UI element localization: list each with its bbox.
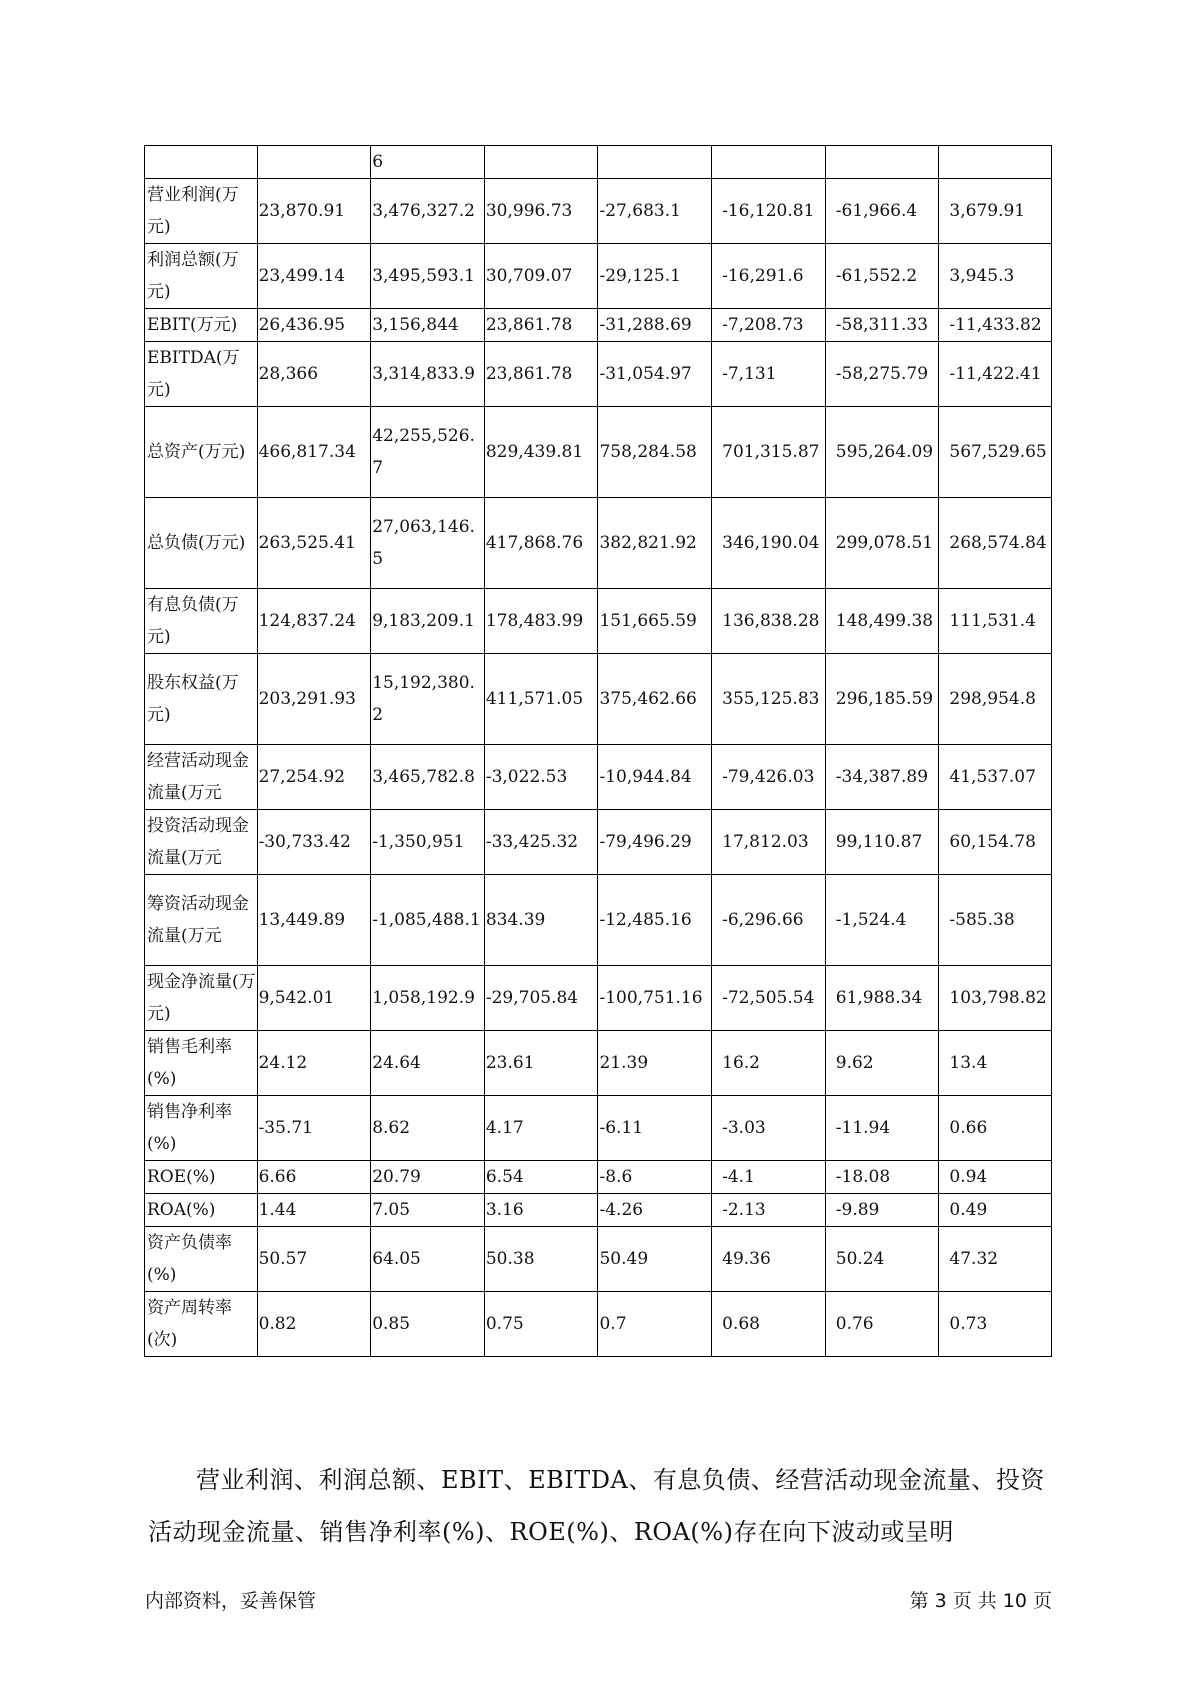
- table-cell: 24.12: [257, 1031, 371, 1096]
- table-cell: 0.73: [939, 1292, 1052, 1357]
- table-cell: 23,870.91: [257, 179, 371, 244]
- table-cell: 9,183,209.1: [371, 589, 485, 654]
- table-cell: 0.94: [939, 1161, 1052, 1194]
- table-cell: 61,988.34: [825, 966, 939, 1031]
- row-label: 现金净流量(万元): [145, 966, 258, 1031]
- table-cell: 136,838.28: [712, 589, 826, 654]
- table-cell: 17,812.03: [712, 810, 826, 875]
- table-cell: 701,315.87: [712, 407, 826, 498]
- table-cell: 50.24: [825, 1227, 939, 1292]
- table-cell: 299,078.51: [825, 498, 939, 589]
- table-cell: 3.16: [484, 1194, 598, 1227]
- table-cell: -4.1: [712, 1161, 826, 1194]
- table-row: [145, 146, 1052, 179]
- row-label: 销售毛利率(%): [145, 1031, 258, 1096]
- table-cell: 3,156,844: [371, 309, 485, 342]
- table-cell: 23.61: [484, 1031, 598, 1096]
- table-cell: 411,571.05: [484, 654, 598, 745]
- table-cell: 124,837.24: [257, 589, 371, 654]
- table-cell: 567,529.65: [939, 407, 1052, 498]
- table-row: [145, 309, 1052, 342]
- table-cell: -585.38: [939, 875, 1052, 966]
- table-cell: 3,465,782.8: [371, 745, 485, 810]
- table-cell: -58,275.79: [825, 342, 939, 407]
- row-label: 资产周转率(次): [145, 1292, 258, 1357]
- table-cell: -7,208.73: [712, 309, 826, 342]
- footer-page-number: 第 3 页 共 10 页: [909, 1590, 1052, 1612]
- table-cell: 15,192,380.2: [371, 654, 485, 745]
- table-row: [145, 1292, 1052, 1357]
- table-row: [145, 407, 1052, 498]
- table-cell: -18.08: [825, 1161, 939, 1194]
- table-cell: 1.44: [257, 1194, 371, 1227]
- table-cell: -30,733.42: [257, 810, 371, 875]
- table-cell: -10,944.84: [598, 745, 712, 810]
- table-cell: 50.38: [484, 1227, 598, 1292]
- table-cell: 27,254.92: [257, 745, 371, 810]
- row-label: EBIT(万元): [145, 309, 258, 342]
- table-cell: 0.68: [712, 1292, 826, 1357]
- row-label: 销售净利率(%): [145, 1096, 258, 1161]
- table-cell: 13,449.89: [257, 875, 371, 966]
- table-cell: -12,485.16: [598, 875, 712, 966]
- table-cell: 23,861.78: [484, 309, 598, 342]
- table-cell: 9,542.01: [257, 966, 371, 1031]
- table-cell: -61,966.4: [825, 179, 939, 244]
- row-label: EBITDA(万元): [145, 342, 258, 407]
- table-cell: 21.39: [598, 1031, 712, 1096]
- table-cell: 60,154.78: [939, 810, 1052, 875]
- table-cell: -11.94: [825, 1096, 939, 1161]
- table-cell: 99,110.87: [825, 810, 939, 875]
- table-cell: 6: [371, 146, 485, 179]
- table-cell: -16,120.81: [712, 179, 826, 244]
- table-cell: [598, 146, 712, 179]
- table-cell: -9.89: [825, 1194, 939, 1227]
- table-cell: 50.57: [257, 1227, 371, 1292]
- table-cell: -8.6: [598, 1161, 712, 1194]
- table-row: [145, 179, 1052, 244]
- row-label: 投资活动现金流量(万元: [145, 810, 258, 875]
- table-row: [145, 342, 1052, 407]
- table-cell: 6.66: [257, 1161, 371, 1194]
- table-row: [145, 745, 1052, 810]
- table-cell: -29,705.84: [484, 966, 598, 1031]
- table-cell: 263,525.41: [257, 498, 371, 589]
- table-cell: 23,861.78: [484, 342, 598, 407]
- table-cell: -7,131: [712, 342, 826, 407]
- table-cell: 28,366: [257, 342, 371, 407]
- row-label: ROA(%): [145, 1194, 258, 1227]
- table-cell: 41,537.07: [939, 745, 1052, 810]
- row-label: [145, 146, 258, 179]
- table-cell: 7.05: [371, 1194, 485, 1227]
- financial-metrics-table: [144, 145, 1052, 1357]
- body-paragraph: 营业利润、利润总额、EBIT、EBITDA、有息负债、经营活动现金流量、投资活动现金流量、销售净利率(%)、ROE(%)、ROA(%)存在向下波动或呈明: [148, 1466, 1045, 1546]
- table-row: [145, 810, 1052, 875]
- table-cell: -31,054.97: [598, 342, 712, 407]
- table-cell: [257, 146, 371, 179]
- table-cell: 3,495,593.1: [371, 244, 485, 309]
- table-cell: -16,291.6: [712, 244, 826, 309]
- table-cell: -3.03: [712, 1096, 826, 1161]
- table-cell: -58,311.33: [825, 309, 939, 342]
- table-cell: [939, 146, 1052, 179]
- table-cell: 13.4: [939, 1031, 1052, 1096]
- table-cell: -29,125.1: [598, 244, 712, 309]
- table-cell: 1,058,192.9: [371, 966, 485, 1031]
- table-row: [145, 966, 1052, 1031]
- table-cell: -1,524.4: [825, 875, 939, 966]
- table-cell: 6.54: [484, 1161, 598, 1194]
- table-cell: 203,291.93: [257, 654, 371, 745]
- table-cell: 346,190.04: [712, 498, 826, 589]
- table-cell: 178,483.99: [484, 589, 598, 654]
- table-cell: 417,868.76: [484, 498, 598, 589]
- table-cell: 26,436.95: [257, 309, 371, 342]
- table-row: [145, 498, 1052, 589]
- table-cell: 47.32: [939, 1227, 1052, 1292]
- table-cell: 3,679.91: [939, 179, 1052, 244]
- table-cell: 42,255,526.7: [371, 407, 485, 498]
- table-cell: [484, 146, 598, 179]
- table-cell: -1,085,488.1: [371, 875, 485, 966]
- table-cell: 20.79: [371, 1161, 485, 1194]
- table-cell: 111,531.4: [939, 589, 1052, 654]
- table-row: [145, 1227, 1052, 1292]
- row-label: 筹资活动现金流量(万元: [145, 875, 258, 966]
- table-cell: -6.11: [598, 1096, 712, 1161]
- table-cell: 3,945.3: [939, 244, 1052, 309]
- row-label: 总负债(万元): [145, 498, 258, 589]
- table-cell: 355,125.83: [712, 654, 826, 745]
- table-cell: 24.64: [371, 1031, 485, 1096]
- table-row: [145, 589, 1052, 654]
- table-cell: 382,821.92: [598, 498, 712, 589]
- table-cell: -2.13: [712, 1194, 826, 1227]
- table-cell: 3,314,833.9: [371, 342, 485, 407]
- table-cell: 9.62: [825, 1031, 939, 1096]
- table-cell: 375,462.66: [598, 654, 712, 745]
- table-cell: 49.36: [712, 1227, 826, 1292]
- table-cell: 758,284.58: [598, 407, 712, 498]
- table-cell: 27,063,146.5: [371, 498, 485, 589]
- table-cell: 595,264.09: [825, 407, 939, 498]
- table-cell: -100,751.16: [598, 966, 712, 1031]
- table-cell: 0.66: [939, 1096, 1052, 1161]
- row-label: 营业利润(万元): [145, 179, 258, 244]
- table-cell: 4.17: [484, 1096, 598, 1161]
- table-row: [145, 654, 1052, 745]
- table-cell: 829,439.81: [484, 407, 598, 498]
- table-cell: 298,954.8: [939, 654, 1052, 745]
- footer-confidential-note: 内部资料，妥善保管: [145, 1590, 317, 1612]
- table-cell: 0.82: [257, 1292, 371, 1357]
- table-body: [145, 146, 1052, 1357]
- table-cell: [712, 146, 826, 179]
- table-cell: 268,574.84: [939, 498, 1052, 589]
- table-cell: -4.26: [598, 1194, 712, 1227]
- table-cell: 30,996.73: [484, 179, 598, 244]
- table-cell: 0.49: [939, 1194, 1052, 1227]
- row-label: 利润总额(万元): [145, 244, 258, 309]
- table-row: [145, 244, 1052, 309]
- table-row: [145, 1096, 1052, 1161]
- table-cell: -3,022.53: [484, 745, 598, 810]
- table-cell: 0.7: [598, 1292, 712, 1357]
- table-row: [145, 875, 1052, 966]
- table-cell: 16.2: [712, 1031, 826, 1096]
- table-cell: -79,426.03: [712, 745, 826, 810]
- table-cell: 50.49: [598, 1227, 712, 1292]
- table-cell: -35.71: [257, 1096, 371, 1161]
- table-row: [145, 1194, 1052, 1227]
- table-cell: 3,476,327.2: [371, 179, 485, 244]
- table-cell: -34,387.89: [825, 745, 939, 810]
- table-row: [145, 1031, 1052, 1096]
- row-label: 股东权益(万元): [145, 654, 258, 745]
- table-cell: 0.85: [371, 1292, 485, 1357]
- table-cell: 103,798.82: [939, 966, 1052, 1031]
- table-cell: -33,425.32: [484, 810, 598, 875]
- row-label: 有息负债(万元): [145, 589, 258, 654]
- row-label: 总资产(万元): [145, 407, 258, 498]
- table-cell: 834.39: [484, 875, 598, 966]
- table-cell: 151,665.59: [598, 589, 712, 654]
- table-cell: 8.62: [371, 1096, 485, 1161]
- table-cell: -31,288.69: [598, 309, 712, 342]
- row-label: 经营活动现金流量(万元: [145, 745, 258, 810]
- table-cell: 0.76: [825, 1292, 939, 1357]
- table-cell: -11,422.41: [939, 342, 1052, 407]
- table-cell: -11,433.82: [939, 309, 1052, 342]
- row-label: ROE(%): [145, 1161, 258, 1194]
- table-cell: -72,505.54: [712, 966, 826, 1031]
- table-cell: [825, 146, 939, 179]
- table-cell: -27,683.1: [598, 179, 712, 244]
- table-row: [145, 1161, 1052, 1194]
- table-cell: 64.05: [371, 1227, 485, 1292]
- row-label: 资产负债率(%): [145, 1227, 258, 1292]
- table-cell: 23,499.14: [257, 244, 371, 309]
- table-cell: 148,499.38: [825, 589, 939, 654]
- table-cell: -61,552.2: [825, 244, 939, 309]
- table-cell: -79,496.29: [598, 810, 712, 875]
- table-cell: 296,185.59: [825, 654, 939, 745]
- table-cell: 30,709.07: [484, 244, 598, 309]
- table-cell: -6,296.66: [712, 875, 826, 966]
- table-cell: -1,350,951: [371, 810, 485, 875]
- table-cell: 466,817.34: [257, 407, 371, 498]
- table-cell: 0.75: [484, 1292, 598, 1357]
